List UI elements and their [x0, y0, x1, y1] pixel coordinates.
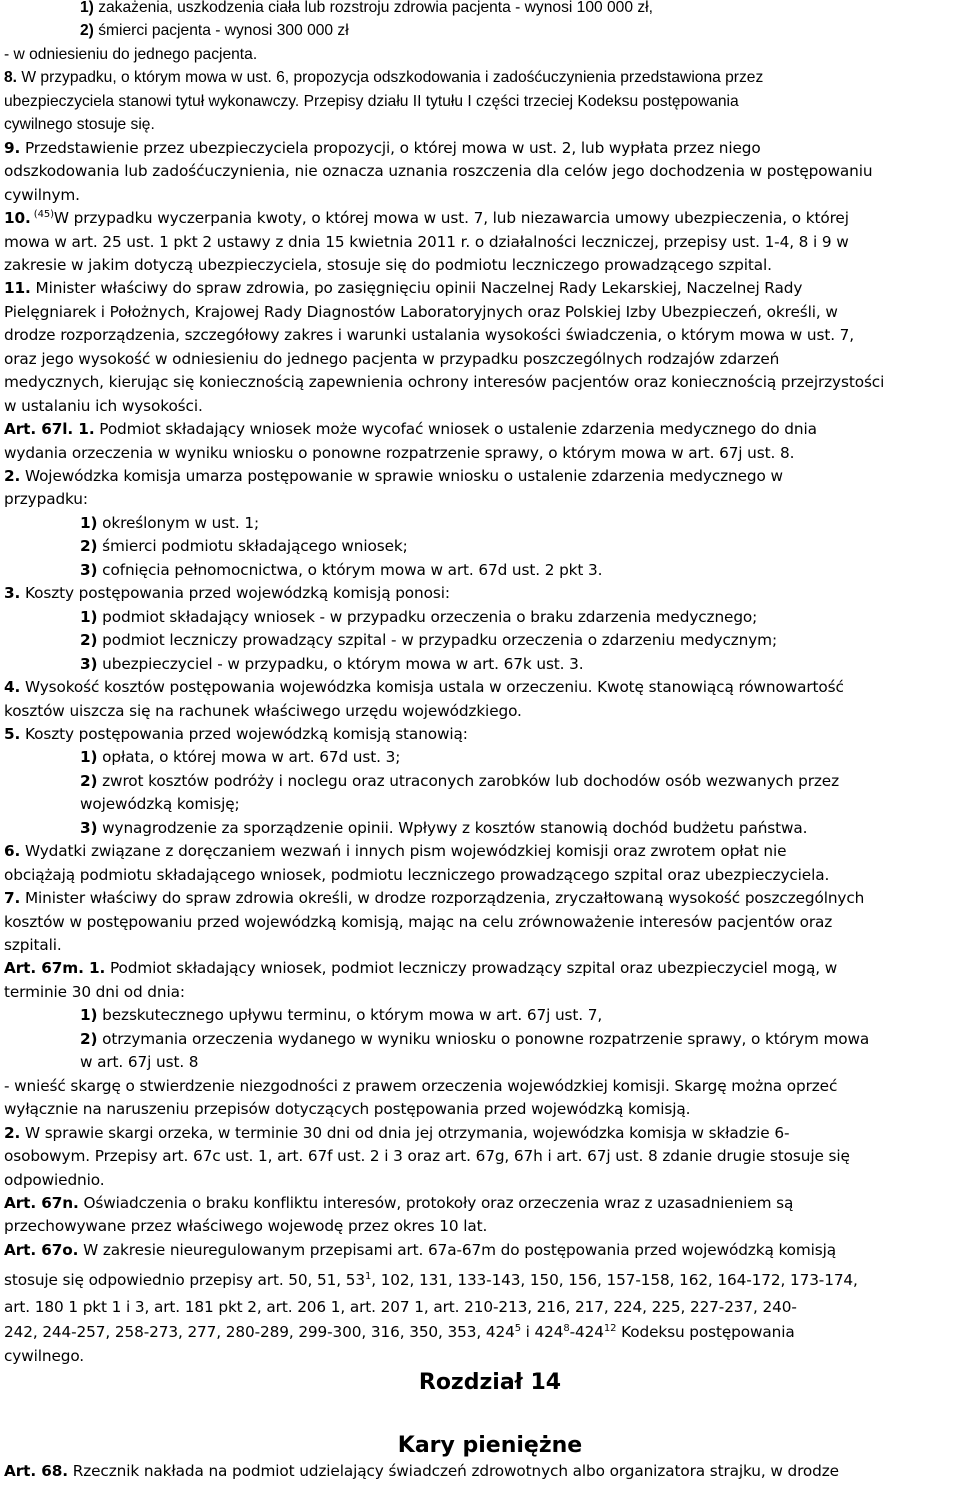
- line-text: stosuje się odpowiednio przepisy art. 50, 51, 53: [4, 1271, 365, 1289]
- line-text: i 424: [520, 1323, 564, 1341]
- line-text: przypadku:: [4, 490, 88, 509]
- text-line: [4, 1075, 837, 1098]
- line-label: 10.: [4, 209, 31, 228]
- line-text: osobowym. Przepisy art. 67c ust. 1, art. 67f ust. 2 i 3 oraz art. 67g, 67h i art. 67j ust. 8 zdanie drugie stosuje się: [4, 1147, 850, 1166]
- line-text: medycznych, kierując się koniecznością zapewnienia ochrony interesów pacjentów oraz koniecznością przejrzystości: [4, 373, 885, 392]
- text-line: [4, 160, 872, 183]
- superscript: 1: [364, 1271, 372, 1282]
- line-text: Pielęgniarek i Położnych, Krajowej Rady Diagnostów Laboratoryjnych oraz Polskiej Izby Ubezpieczeń, określi, w: [4, 302, 838, 321]
- line-label: 1): [80, 748, 98, 767]
- text-line: [80, 793, 240, 816]
- text-line: [4, 1321, 795, 1344]
- line-label: 1): [80, 607, 98, 626]
- line-label: 1): [80, 513, 98, 532]
- line-text: Wojewódzka komisja umarza postępowanie w sprawie wniosku o ustalenie zdarzenia medycznego w: [20, 467, 783, 485]
- line-label: 7.: [4, 889, 21, 908]
- text-line: [4, 1192, 793, 1215]
- text-line: [4, 324, 854, 347]
- line-text: Koszty postępowania przed wojewódzką komisją ponosi:: [20, 584, 450, 603]
- text-line: [4, 1169, 104, 1192]
- line-text: ubezpieczyciel - w przypadku, o którym mowa w art. 67k ust. 3.: [97, 654, 584, 673]
- text-line: [4, 137, 761, 160]
- text-line: [4, 43, 257, 66]
- line-text: drodze rozporządzenia, szczegółowy zakres i warunki ustalania wysokości świadczenia, o którym mowa w ust. 7,: [4, 326, 855, 345]
- line-label: 9.: [4, 138, 21, 157]
- line-text: cywilnego stosuje się.: [4, 116, 155, 134]
- line-text: W przypadku, o którym mowa w ust. 6, propozycja odszkodowania i zadośćuczynienia przedstawiona przez: [17, 69, 764, 87]
- text-line: [80, 1004, 602, 1027]
- line-text: W przypadku wyczerpania kwoty, o której mowa w ust. 7, lub niezawarcia umowy ubezpieczenia, o której: [53, 209, 849, 228]
- text-line: [4, 840, 786, 863]
- text-line: [4, 676, 844, 699]
- text-line: [4, 184, 80, 207]
- text-line: [4, 981, 185, 1004]
- text-line: [80, 1051, 198, 1074]
- line-text: podmiot składający wniosek - w przypadku orzeczenia o braku zdarzenia medycznego;: [97, 607, 758, 626]
- line-text: w ustalaniu ich wysokości.: [4, 396, 203, 415]
- text-line: [4, 1460, 839, 1483]
- line-text: oraz jego wysokość w odniesieniu do jednego pacjenta w przypadku poszczególnych rodzajów zdarzeń: [4, 349, 780, 368]
- chapter-heading: Rozdział 14: [418, 1370, 562, 1395]
- line-label: 2): [80, 537, 98, 556]
- line-text: - w odniesieniu do jednego pacjenta.: [4, 45, 258, 63]
- line-label: 3.: [4, 584, 21, 603]
- line-label: 2): [80, 1029, 98, 1048]
- text-line: [80, 19, 349, 42]
- text-line: [4, 582, 450, 605]
- line-text: Koszty postępowania przed wojewódzką komisją stanowią:: [20, 724, 468, 743]
- text-line: [80, 817, 807, 840]
- line-text: określonym w ust. 1;: [97, 513, 260, 532]
- text-line: [4, 301, 838, 324]
- line-text: wydania orzeczenia w wyniku wniosku o ponowne rozpatrzenie sprawy, o którym mowa w art. 67j ust. 8.: [4, 443, 795, 462]
- line-text: kosztów w postępowaniu przed wojewódzką komisją, mając na celu zrównoważenie interesów pacjentów oraz: [4, 912, 833, 931]
- line-text: przechowywane przez właściwego wojewodę przez okres 10 lat.: [4, 1217, 488, 1236]
- line-label: 1): [80, 1006, 98, 1025]
- text-line: [4, 1215, 487, 1238]
- text-line: [80, 770, 839, 793]
- text-line: [80, 535, 408, 558]
- line-label: 3): [80, 560, 98, 579]
- line-label: 2.: [4, 1123, 21, 1142]
- line-label: 4.: [4, 678, 21, 697]
- line-text: cywilnym.: [4, 185, 80, 204]
- text-line: [4, 488, 88, 511]
- line-text: wynagrodzenie za sporządzenie opinii. Wpływy z kosztów stanowią dochód budżetu państwa.: [97, 818, 808, 837]
- line-label: Art. 67l. 1.: [4, 420, 95, 439]
- text-line: [4, 207, 849, 230]
- text-line: [4, 90, 739, 113]
- text-line: [4, 418, 817, 441]
- line-text: śmierci podmiotu składającego wniosek;: [97, 537, 408, 556]
- line-label: 6.: [4, 842, 21, 861]
- line-label: 8.: [4, 69, 18, 87]
- superscript: 8: [563, 1323, 570, 1334]
- line-text: śmierci pacjenta - wynosi 300 000 zł: [93, 22, 349, 40]
- text-line: [4, 934, 62, 957]
- line-label: Art. 67n.: [4, 1193, 79, 1212]
- line-label: 2): [80, 22, 94, 40]
- line-text: cofnięcia pełnomocnictwa, o którym mowa w art. 67d ust. 2 pkt 3.: [97, 560, 603, 579]
- text-line: [80, 559, 602, 582]
- line-label: 11.: [4, 279, 31, 298]
- text-line: [4, 1098, 690, 1121]
- text-line: [80, 0, 653, 19]
- text-line: [4, 1239, 836, 1262]
- line-text: Kodeksu postępowania: [616, 1323, 795, 1341]
- line-text: odszkodowania lub zadośćuczynienia, nie oznacza uznania roszczenia dla celów jego dochodzenia w postępowaniu: [4, 162, 873, 181]
- line-text: w art. 67j ust. 8: [80, 1053, 199, 1072]
- text-line: [4, 911, 832, 934]
- text-line: [80, 629, 777, 652]
- line-label: Art. 67o.: [4, 1240, 79, 1259]
- line-text: odpowiednio.: [4, 1170, 105, 1189]
- line-text: W zakresie nieuregulowanym przepisami art. 67a-67m do postępowania przed wojewódzką komisją: [78, 1240, 837, 1259]
- text-line: [4, 887, 864, 910]
- line-text: zakażenia, uszkodzenia ciała lub rozstroju zdrowia pacjenta - wynosi 100 000 zł,: [93, 0, 653, 16]
- superscript: 5: [514, 1323, 521, 1334]
- text-line: [80, 512, 259, 535]
- text-line: [4, 864, 829, 887]
- line-text: -424: [569, 1323, 604, 1341]
- line-label: 2): [80, 631, 98, 650]
- line-text: kosztów uiszcza się na rachunek właściwego urzędu wojewódzkiego.: [4, 701, 522, 720]
- text-line: [4, 700, 522, 723]
- line-text: Rzecznik nakłada na podmiot udzielający świadczeń zdrowotnych albo organizatora strajku, w drodze: [67, 1462, 839, 1480]
- text-line: [4, 395, 203, 418]
- line-text: 242, 244-257, 258-273, 277, 280-289, 299-300, 316, 350, 353, 424: [4, 1323, 515, 1341]
- line-text: mowa w art. 25 ust. 1 pkt 2 ustawy z dnia 15 kwietnia 2011 r. o działalności leczniczej, przepisy ust. 1-4, 8 i 9 w: [4, 232, 849, 251]
- text-line: [4, 442, 794, 465]
- line-text: otrzymania orzeczenia wydanego w wyniku wniosku o ponowne rozpatrzenie sprawy, o którym mowa: [97, 1029, 870, 1048]
- line-label: 2): [80, 771, 98, 790]
- text-line: [4, 1122, 789, 1145]
- text-line: [4, 231, 849, 254]
- superscript: 12: [603, 1323, 617, 1334]
- footnote-ref: (45): [30, 209, 54, 221]
- line-text: wyłącznie na naruszeniu przepisów dotyczących postępowania przed wojewódzką komisją.: [4, 1100, 691, 1119]
- line-text: terminie 30 dni od dnia:: [4, 982, 185, 1001]
- text-line: [80, 653, 584, 676]
- line-text: podmiot leczniczy prowadzący szpital - w przypadku orzeczenia o zdarzeniu medycznym;: [97, 631, 777, 650]
- line-text: wojewódzką komisję;: [80, 795, 240, 814]
- line-text: - wnieść skargę o stwierdzenie niezgodności z prawem orzeczenia wojewódzkiej komisji. Skargę można oprzeć: [4, 1076, 838, 1095]
- text-line: [4, 1269, 858, 1292]
- line-text: , 102, 131, 133-143, 150, 156, 157-158, 162, 164-172, 173-174,: [371, 1271, 858, 1289]
- text-line: [4, 957, 837, 980]
- text-line: [4, 1296, 797, 1319]
- line-text: Minister właściwy do spraw zdrowia określi, w drodze rozporządzenia, zryczałtowaną wysokość poszczególnych: [20, 889, 865, 908]
- text-line: [4, 277, 802, 300]
- text-line: [80, 1028, 869, 1051]
- line-text: Podmiot składający wniosek może wycofać wniosek o ustalenie zdarzenia medycznego do dnia: [94, 420, 817, 439]
- text-line: [80, 746, 400, 769]
- line-text: Wydatki związane z doręczaniem wezwań i innych pism wojewódzkiej komisji oraz zwrotem opłat nie: [20, 842, 787, 861]
- line-label: 2.: [4, 467, 21, 485]
- line-text: Przedstawienie przez ubezpieczyciela propozycji, o której mowa w ust. 2, lub wypłata przez niego: [20, 138, 761, 157]
- line-text: szpitali.: [4, 936, 62, 954]
- line-text: Podmiot składający wniosek, podmiot leczniczy prowadzący szpital oraz ubezpieczyciel mogą, w: [105, 959, 838, 978]
- text-line: [4, 113, 155, 136]
- line-text: zakresie w jakim dotyczą ubezpieczyciela, stosuje się do podmiotu leczniczego prowadzącego szpital.: [4, 255, 772, 274]
- line-text: cywilnego.: [4, 1347, 85, 1365]
- text-line: [4, 66, 763, 89]
- text-line: [4, 465, 783, 488]
- line-text: ubezpieczyciela stanowi tytuł wykonawczy. Przepisy działu II tytułu I części trzeciej Kodeksu postępowania: [4, 92, 739, 110]
- text-line: [4, 348, 779, 371]
- chapter-title: Kary pieniężne: [397, 1433, 583, 1458]
- line-text: zwrot kosztów podróży i noclegu oraz utraconych zarobków lub dochodów osób wezwanych przez: [97, 771, 839, 790]
- line-text: Wysokość kosztów postępowania wojewódzka komisja ustala w orzeczeniu. Kwotę stanowiącą równowartość: [20, 678, 844, 697]
- line-label: 5.: [4, 724, 21, 743]
- line-text: W sprawie skargi orzeka, w terminie 30 dni od dnia jej otrzymania, wojewódzka komisja w składzie 6-: [20, 1123, 790, 1142]
- line-label: 3): [80, 818, 98, 837]
- line-text: obciążają podmiotu składającego wniosek, podmiotu leczniczego prowadzącego szpital oraz ubezpieczyciela.: [4, 865, 830, 884]
- line-label: 1): [80, 0, 94, 16]
- text-line: [80, 606, 757, 629]
- text-line: [4, 254, 772, 277]
- line-label: Art. 68.: [4, 1462, 68, 1480]
- line-label: 3): [80, 654, 98, 673]
- line-text: Minister właściwy do spraw zdrowia, po zasięgnięciu opinii Naczelnej Rady Lekarskiej, Naczelnej Rady: [30, 279, 803, 298]
- text-line: [4, 371, 884, 394]
- line-text: Oświadczenia o braku konfliktu interesów, protokoły oraz orzeczenia wraz z uzasadnieniem są: [78, 1193, 794, 1212]
- text-line: [4, 1145, 850, 1168]
- text-line: [4, 723, 468, 746]
- line-text: art. 180 1 pkt 1 i 3, art. 181 pkt 2, art. 206 1, art. 207 1, art. 210-213, 216, 217, 224, 225, 227-237, 240-: [4, 1298, 797, 1316]
- line-text: opłata, o której mowa w art. 67d ust. 3;: [97, 748, 401, 767]
- line-label: Art. 67m. 1.: [4, 959, 106, 978]
- line-text: bezskutecznego upływu terminu, o którym mowa w art. 67j ust. 7,: [97, 1006, 603, 1025]
- text-line: [4, 1345, 84, 1368]
